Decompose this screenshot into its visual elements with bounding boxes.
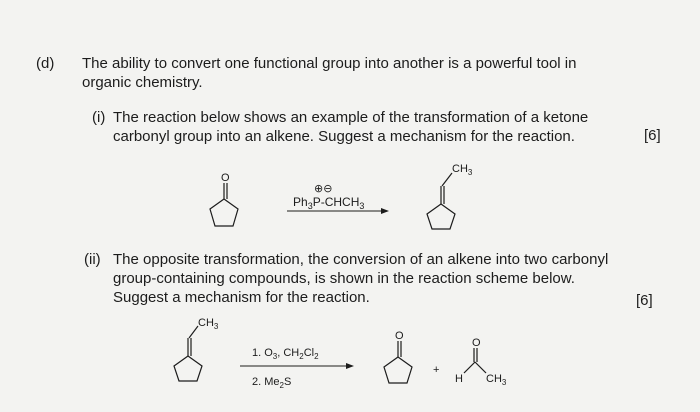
question-label: (d) [36, 55, 55, 72]
part-ii-marks: [6] [636, 292, 653, 309]
part-i-marks: [6] [644, 127, 661, 144]
aldehyde-ch3: $CH_3$ [486, 373, 507, 387]
ozonolysis-step1: 1. $O_3$, $CH_2Cl_2$ [252, 347, 319, 361]
aldehyde-product-structure [464, 348, 486, 373]
reaction-ii-arrowhead [346, 363, 354, 369]
part-ii-line1: The opposite transformation, the conversion of an alkene into two carbonyl [113, 251, 609, 268]
reactant-ii-ch3: $CH_3$ [198, 317, 219, 331]
aldehyde-hydrogen: H [455, 373, 463, 385]
part-i-label: (i) [92, 109, 106, 126]
ozonolysis-step2: 2. $Me_2S$ [252, 376, 292, 390]
alkene-reactant-structure [174, 326, 202, 381]
ketone-product-structure [384, 341, 412, 383]
question-intro-line1: The ability to convert one functional group into another is a powerful tool in [82, 55, 577, 72]
product-i-ch3: $CH_3$ [452, 163, 473, 177]
part-i-line2: carbonyl group into an alkene. Suggest a mechanism for the reaction. [113, 128, 575, 145]
reactant-i-oxygen: O [221, 172, 230, 184]
ylide-charges: ⊕⊖ [314, 183, 333, 195]
reaction-i-arrowhead [381, 208, 389, 214]
wittig-reagent: $Ph_3P-CHCH_3$ [293, 195, 365, 211]
plus-sign: + [433, 364, 440, 376]
part-ii-line3: Suggest a mechanism for the reaction. [113, 289, 370, 306]
part-i-line1: The reaction below shows an example of the transformation of a ketone [113, 109, 589, 126]
cyclopentanone-structure [210, 183, 238, 226]
part-ii-label: (ii) [84, 251, 101, 268]
product-ii-oxygen2: O [472, 337, 481, 349]
part-ii-line2: group-containing compounds, is shown in the reaction scheme below. [113, 270, 575, 287]
alkene-product-structure [427, 173, 455, 229]
product-ii-oxygen1: O [395, 330, 404, 342]
question-intro-line2: organic chemistry. [82, 74, 203, 91]
